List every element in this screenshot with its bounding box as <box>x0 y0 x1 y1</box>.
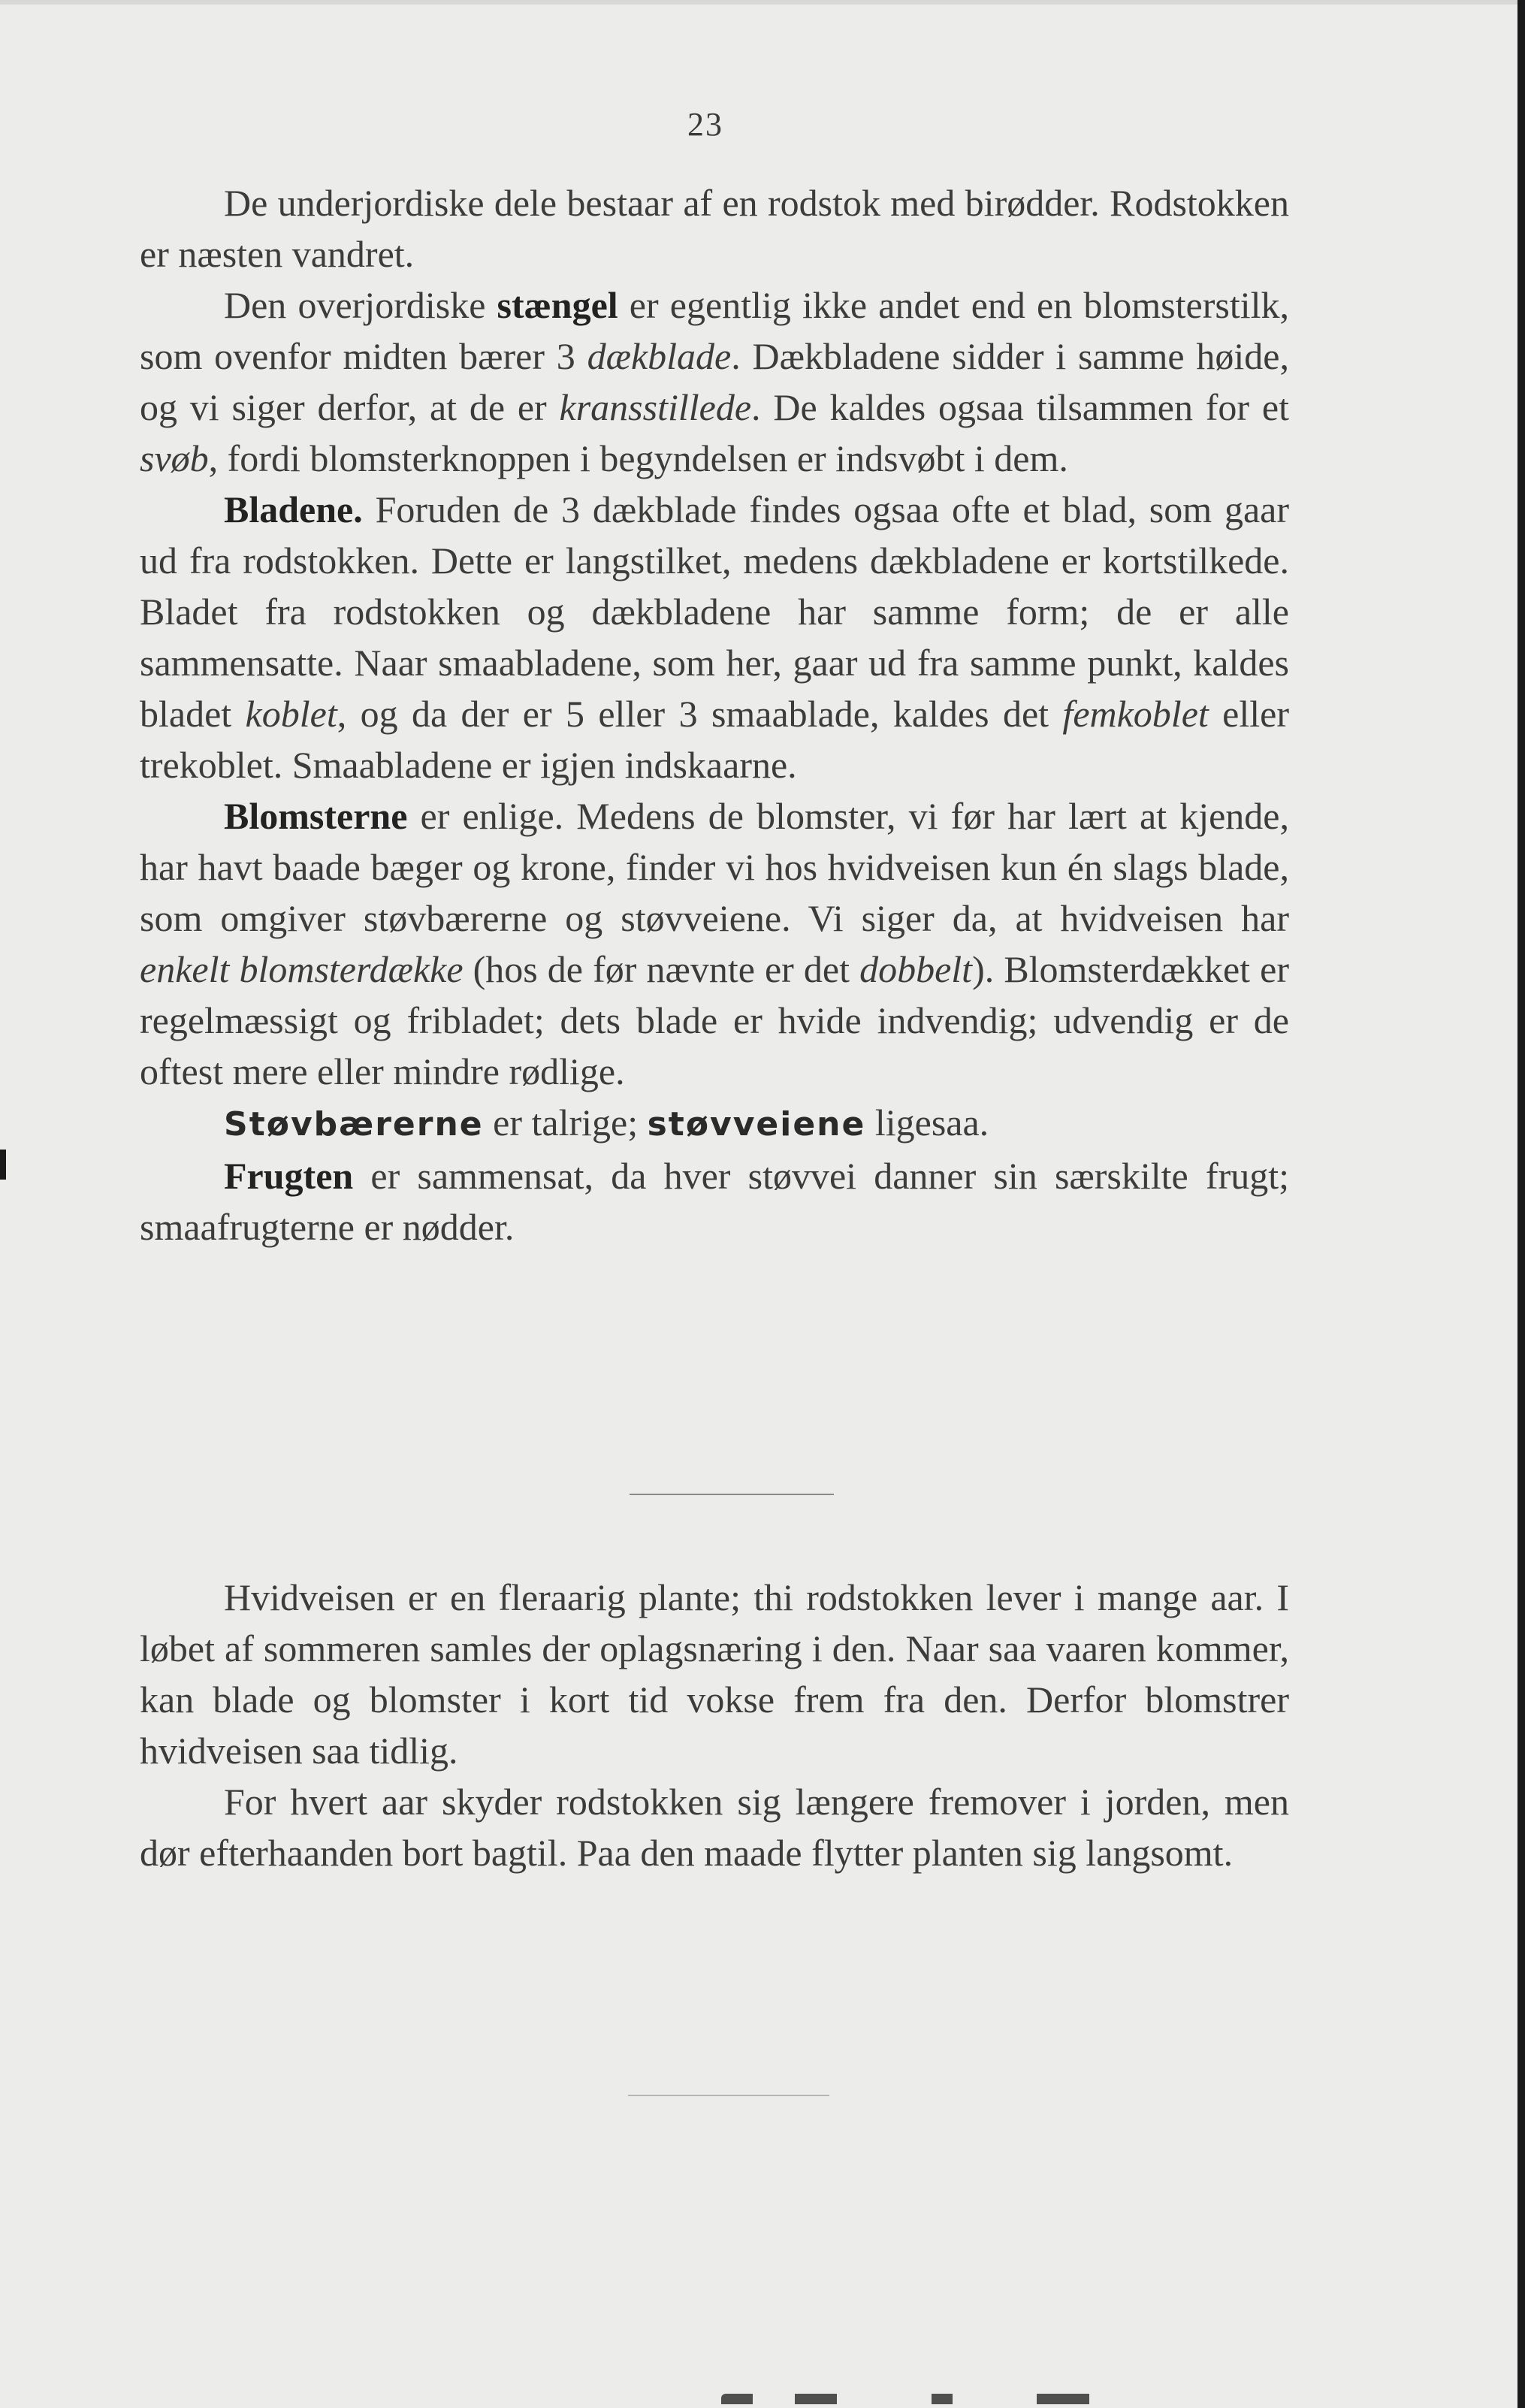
text-run: (hos de før nævnte er det <box>463 948 860 990</box>
spaced-term: støvveiene <box>647 1105 866 1144</box>
italic-term: svøb <box>140 437 209 479</box>
closing-paragraph <box>140 1572 1289 1776</box>
italic-term: femkoblet <box>1062 693 1209 735</box>
italic-term: dobbelt <box>859 948 973 990</box>
text-run: er sammensat, da hver støvvei danner sin særskilte frugt; smaafrugterne er nødder. <box>140 1155 1289 1248</box>
page-top-edge <box>0 0 1525 5</box>
italic-term: dækblade <box>587 335 732 377</box>
bold-term: stængel <box>497 284 618 326</box>
closing-paragraph <box>140 1776 1289 1878</box>
spaced-term: Støvbærerne <box>224 1105 484 1144</box>
body-paragraph <box>140 1097 1289 1150</box>
text-run: er enlige. Medens de blomster, vi før har lært at kjende, har havt baade bæger og krone, finder vi hos hvidveisen kun én slags blade, som omgiver støvbærerne og støvveiene. Vi siger da, at hvidveisen har <box>140 795 1289 939</box>
text-run: eller trekoblet. Smaabladene er igjen indskaarne. <box>140 693 1289 786</box>
body-paragraph <box>140 484 1289 790</box>
bold-term: Blomsterne <box>224 795 408 837</box>
text-run: . Dækbladene sidder i samme høide, og vi siger derfor, at de er <box>140 335 1289 428</box>
text-run: ). Blomsterdækket er regelmæssigt og fribladet; dets blade er hvide indvendig; udvendig er de oftest mere eller mindre rødlige. <box>140 948 1289 1092</box>
text-run: er talrige; <box>483 1101 648 1144</box>
italic-term: enkelt blomsterdække <box>140 948 464 990</box>
text-run: For hvert aar skyder rodstokken sig længere fremover i jorden, men dør efterhaanden bort bagtil. Paa den maade flytter planten sig langsomt. <box>140 1781 1289 1874</box>
page-number: 23 <box>687 106 723 143</box>
section-divider <box>630 1494 834 1495</box>
bold-term: Frugten <box>224 1155 354 1197</box>
text-run: . De kaldes ogsaa tilsammen for et <box>751 386 1289 428</box>
text-run: Foruden de 3 dækblade findes ogsaa ofte et blad, som gaar ud fra rodstokken. Dette er langstilket, medens dækbladene er kortstilkede. Bladet fra rodstokken og dækbladene har samme form; de er alle sammensatte. Naar smaabladene, som her, gaar ud fra samme punkt, kaldes bladet <box>140 488 1289 735</box>
body-paragraph <box>140 177 1289 279</box>
text-run: , og da der er 5 eller 3 smaablade, kaldes det <box>337 693 1063 735</box>
body-paragraph <box>140 790 1289 1097</box>
bold-term: Bladene. <box>224 488 363 530</box>
next-page-bleed-through <box>721 2394 1247 2404</box>
margin-mark <box>0 1150 6 1180</box>
text-run: , fordi blomsterknoppen i begyndelsen er indsvøbt i dem. <box>208 437 1068 479</box>
main-text-block <box>140 177 1289 1252</box>
italic-term: kransstillede <box>559 386 752 428</box>
end-divider <box>628 2095 829 2096</box>
text-run: Den overjordiske <box>224 284 497 326</box>
body-paragraph <box>140 1150 1289 1252</box>
closing-text-block <box>140 1572 1289 1878</box>
text-run: De underjordiske dele bestaar af en rodstok med birødder. Rodstokken er næsten vandret. <box>140 182 1289 275</box>
italic-term: koblet <box>245 693 337 735</box>
body-paragraph <box>140 279 1289 484</box>
page-right-edge <box>1517 0 1525 2408</box>
text-run: ligesaa. <box>865 1101 989 1144</box>
text-run: er egentlig ikke andet end en blomsterstilk, som ovenfor midten bærer 3 <box>140 284 1289 377</box>
text-run: Hvidveisen er en fleraarig plante; thi rodstokken lever i mange aar. I løbet af sommeren samles der oplagsnæring i den. Naar saa vaaren kommer, kan blade og blomster i kort tid vokse frem fra den. Derfor blomstrer hvidveisen saa tidlig. <box>140 1576 1289 1772</box>
